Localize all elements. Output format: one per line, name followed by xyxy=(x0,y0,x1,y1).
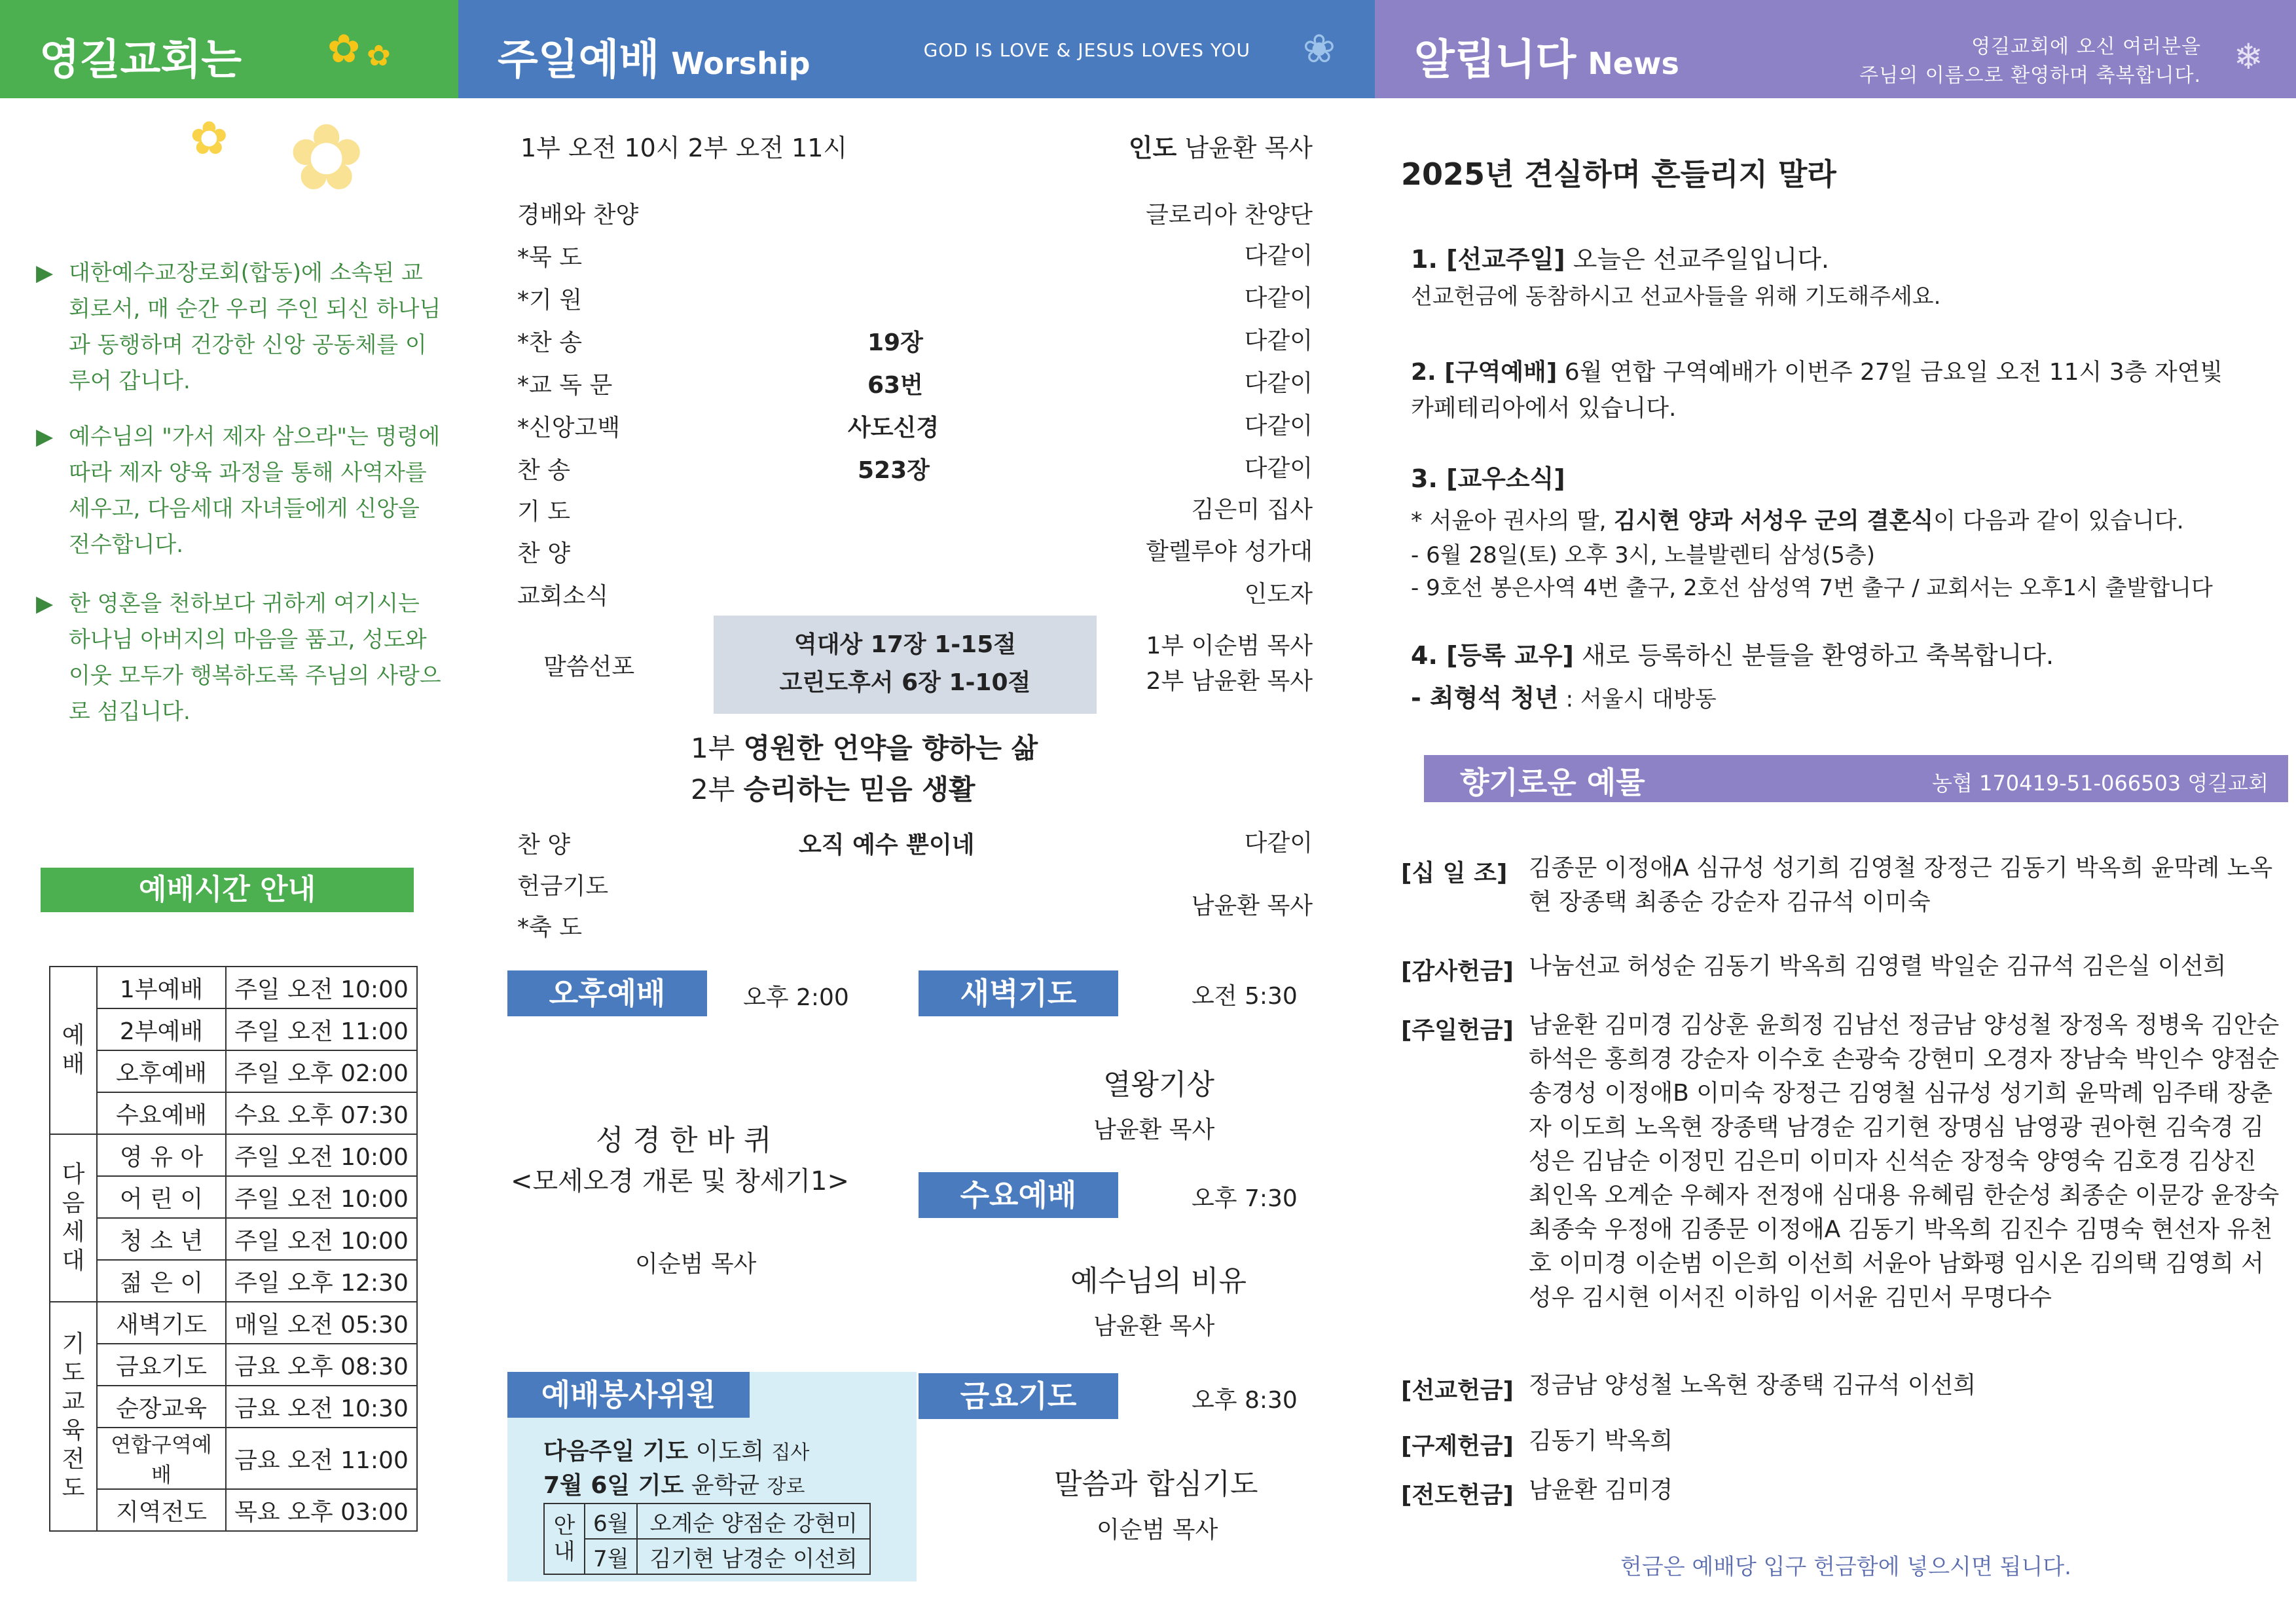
order-right: 다같이 xyxy=(1244,413,1313,439)
intro-bullet: ▶ 한 영혼을 천하보다 귀하게 여기시는 하나님 아버지의 마음을 품고, 성도와 이웃 모두가 행복하도록 주님의 사랑으로 섬깁니다. xyxy=(36,591,441,725)
service-committee-label: 예배봉사위원 xyxy=(507,1372,750,1418)
order-item: 헌금기도 xyxy=(517,873,609,900)
table-row xyxy=(50,967,417,1008)
table-cell: 주일 오후 12:30 xyxy=(226,1260,417,1302)
notice-4-detail: - 최형석 청년 : 서울시 대방동 xyxy=(1411,684,1717,712)
order-item: 기 도 xyxy=(517,498,570,525)
order-right: 글로리아 찬양단 xyxy=(1146,202,1313,229)
offering-label: [구제헌금] xyxy=(1401,1433,1514,1460)
sermon-title: 2부 승리하는 믿음 생활 xyxy=(691,773,975,805)
order-item: *신앙고백 xyxy=(517,415,621,441)
table-cell: 젊 은 이 xyxy=(97,1260,226,1302)
table-row xyxy=(50,1134,417,1176)
table-cell: 영 유 아 xyxy=(97,1134,226,1176)
news-column xyxy=(1375,98,2296,1624)
order-mid: 523장 xyxy=(858,457,930,484)
flower-decoration-icon: ✿ xyxy=(190,111,228,165)
sermon-label: 말씀선포 xyxy=(543,654,635,680)
scripture-box xyxy=(714,616,1097,714)
table-cell: 주일 오전 11:00 xyxy=(226,1008,417,1050)
table-row xyxy=(50,1260,417,1302)
order-item: 경배와 찬양 xyxy=(517,202,639,229)
order-right: 할렐루야 성가대 xyxy=(1146,538,1313,565)
table-cell: 주일 오전 10:00 xyxy=(226,1176,417,1218)
table-cell: 오계순 양점순 강현미 xyxy=(637,1504,869,1539)
flower-decoration-icon: ✿ xyxy=(288,105,365,212)
wednesday-time: 오후 7:30 xyxy=(1192,1185,1298,1212)
offering-label: [선교헌금] xyxy=(1401,1377,1514,1404)
dawn-time: 오전 5:30 xyxy=(1192,983,1298,1010)
table-cell: 금요 오전 11:00 xyxy=(226,1428,417,1489)
table-cell: 순장교육 xyxy=(97,1386,226,1428)
order-item: 교회소식 xyxy=(517,583,609,610)
offering-title: 향기로운 예물 xyxy=(1460,765,1645,800)
order-right: 다같이 xyxy=(1244,242,1313,269)
friday-prayer-label: 금요기도 xyxy=(919,1373,1118,1419)
notice-3: 3. [교우소식] xyxy=(1411,464,1565,493)
notice-1-detail: 선교헌금에 동참하시고 선교사들을 위해 기도해주세요. xyxy=(1411,284,1941,310)
schedule-title: 예배시간 안내 xyxy=(41,868,414,912)
table-row xyxy=(50,1176,417,1218)
table-row xyxy=(50,1218,417,1260)
table-cell: 1부예배 xyxy=(97,967,226,1008)
header-church-intro xyxy=(0,0,458,98)
flower-icon: ✿ xyxy=(327,26,361,72)
church-intro-title: 영길교회는 xyxy=(39,36,242,84)
year-motto: 2025년 견실하며 흔들리지 말라 xyxy=(1401,157,1836,192)
notice-2-detail: 카페테리아에서 있습니다. xyxy=(1411,395,1677,422)
table-row xyxy=(50,1050,417,1092)
table-row xyxy=(50,1008,417,1050)
table-row xyxy=(544,1539,870,1574)
table-cell: 주일 오전 10:00 xyxy=(226,1134,417,1176)
sermon-title: 1부 영원한 언약을 향하는 삶 xyxy=(691,732,1038,764)
intro-bullet: ▶ 대한예수교장로회(합동)에 소속된 교회로서, 매 순간 우리 주인 되신 하나님과 동행하며 건강한 신앙 공동체를 이루어 갑니다. xyxy=(36,260,441,394)
table-cell: 오후예배 xyxy=(97,1050,226,1092)
notice-3-time: - 6월 28일(토) 오후 3시, 노블발렌티 삼성(5층) xyxy=(1411,542,1875,568)
notice-3-detail: * 서윤아 권사의 딸, 김시현 양과 서성우 군의 결혼식이 다음과 같이 있습니다. xyxy=(1411,508,2184,534)
preacher: 2부 남윤환 목사 xyxy=(1146,668,1313,695)
wednesday-worship-label: 수요예배 xyxy=(919,1172,1118,1218)
dawn-prayer-label: 새벽기도 xyxy=(919,970,1118,1016)
table-cell: 주일 오전 10:00 xyxy=(226,967,417,1008)
notice-2: 2. [구역예배] 6월 연합 구역예배가 이번주 27일 금요일 오전 11시 3층 자연빛 xyxy=(1411,359,2223,386)
wednesday-title: 예수님의 비유 xyxy=(1070,1264,1247,1298)
snowflake-icon: ❄ xyxy=(2233,36,2263,77)
offering-names: 남윤환 김미경 김상훈 윤희정 김남선 정금남 양성철 장정옥 정병욱 김안순 하석은 홍희경 강순자 이수호 손광숙 강현미 오경자 장남숙 박인수 양점순 송경성 이정애B 이미숙 장정근 김영철 심규성 성기희 윤막례 임주태 장춘자 이도희 노옥현 장종택 남경순 김기현 장명심 남영광 권아현 김숙경 김성은 김남순 이정민 김은미 이미자 신석순 장정숙 양영숙 김호경 김상진 최인옥 오계순 우혜자 전정애 심대용 유혜림 한순성 최종순 이문강 윤장숙 최종숙 우정애 김종문 이정애A 김동기 박옥희 김진수 김명숙 현선자 유천호 이미경 이순범 이은희 이선희 서윤아 남화평 임시온 김의택 김영희 서성우 김시현 이서진 이하임 이서윤 김민서 무명다수 xyxy=(1529,1012,2280,1311)
table-cell: 2부예배 xyxy=(97,1008,226,1050)
next-prayer: 다음주일 기도 이도희 집사 xyxy=(543,1438,810,1465)
usher-label: 안내 xyxy=(544,1504,585,1574)
table-cell: 금요 오전 10:30 xyxy=(226,1386,417,1428)
table-row xyxy=(50,1386,417,1428)
order-item: *축 도 xyxy=(517,914,582,941)
offering-footnote: 헌금은 예배당 입구 헌금함에 넣으시면 됩니다. xyxy=(1620,1554,2071,1580)
flower-icon: ✿ xyxy=(367,39,391,73)
order-item: *교 독 문 xyxy=(517,372,613,399)
news-title: 알립니다 News xyxy=(1414,36,1679,84)
table-cell: 수요예배 xyxy=(97,1092,226,1134)
service-committee-box xyxy=(507,1372,917,1581)
table-cell: 수요 오후 07:30 xyxy=(226,1092,417,1134)
table-cell: 7월 xyxy=(585,1539,637,1574)
afternoon-subtitle: <모세오경 개론 및 창세기1> xyxy=(511,1166,850,1196)
order-item: 찬 양 xyxy=(517,540,570,567)
table-cell: 새벽기도 xyxy=(97,1302,226,1344)
bank-account: 농협 170419-51-066503 영길교회 xyxy=(1932,771,2269,796)
table-cell: 주일 오전 10:00 xyxy=(226,1218,417,1260)
table-row xyxy=(50,1428,417,1489)
order-item: *묵 도 xyxy=(517,244,582,271)
order-right: 다같이 xyxy=(1244,455,1313,482)
afternoon-worship-label: 오후예배 xyxy=(507,970,707,1016)
table-row xyxy=(50,1489,417,1531)
offering-names: 김종문 이정애A 심규성 성기희 김영철 장정근 김동기 박옥희 윤막례 노옥현 장종택 최종순 강순자 김규석 이미숙 xyxy=(1529,855,2273,915)
table-cell: 금요 오후 08:30 xyxy=(226,1344,417,1386)
table-cell: 금요기도 xyxy=(97,1344,226,1386)
blue-flower-icon: ❀ xyxy=(1302,26,1336,72)
offering-label: [감사헌금] xyxy=(1401,958,1514,985)
order-item: *찬 송 xyxy=(517,329,582,356)
offering-label: [십 일 조] xyxy=(1401,860,1508,887)
offering-label: [주일헌금] xyxy=(1401,1017,1514,1044)
welcome-message: 영길교회에 오신 여러분을 주님의 이름으로 환영하며 축복합니다. xyxy=(1859,35,2201,87)
friday-title: 말씀과 합심기도 xyxy=(1054,1467,1258,1501)
order-item: 찬 양 xyxy=(517,832,570,858)
table-cell: 김기현 남경순 이선희 xyxy=(637,1539,869,1574)
group-label: 다음세대 xyxy=(50,1134,97,1302)
worship-leader: 인도 남윤환 목사 xyxy=(1128,134,1313,162)
offering-names: 김동기 박옥희 xyxy=(1529,1428,1673,1454)
scripture-line: 역대상 17장 1-15절 xyxy=(793,631,1017,658)
group-label: 예배 xyxy=(50,967,97,1134)
notice-1: 1. [선교주일] 오늘은 선교주일입니다. xyxy=(1411,245,1830,274)
notice-3-directions: - 9호선 봉은사역 4번 출구, 2호선 삼성역 7번 출구 / 교회서는 오후1시 출발합니다 xyxy=(1411,575,2213,601)
service-times: 1부 오전 10시 2부 오전 11시 xyxy=(520,134,848,162)
afternoon-time: 오후 2:00 xyxy=(743,984,849,1011)
offering-names: 정금남 양성철 노옥현 장종택 김규석 이선희 xyxy=(1529,1372,1977,1399)
order-right: 다같이 xyxy=(1244,327,1313,354)
july-prayer: 7월 6일 기도 윤학균 장로 xyxy=(543,1472,805,1499)
offering-label: [전도헌금] xyxy=(1401,1482,1514,1509)
order-right: 다같이 xyxy=(1244,830,1313,857)
worship-title: 주일예배 Worship xyxy=(498,36,811,84)
afternoon-speaker: 이순범 목사 xyxy=(635,1251,757,1278)
table-cell: 6월 xyxy=(585,1504,637,1539)
table-cell: 목요 오후 03:00 xyxy=(226,1489,417,1531)
scripture-line: 고린도후서 6장 1-10절 xyxy=(779,669,1031,696)
friday-speaker: 이순범 목사 xyxy=(1097,1517,1218,1543)
worship-motto: GOD IS LOVE & JESUS LOVES YOU xyxy=(923,39,1250,61)
table-cell: 청 소 년 xyxy=(97,1218,226,1260)
schedule-table xyxy=(49,966,418,1532)
offering-header xyxy=(1424,755,2288,802)
order-mid: 19장 xyxy=(867,329,923,356)
order-right: 다같이 xyxy=(1244,370,1313,397)
friday-time: 오후 8:30 xyxy=(1192,1387,1298,1414)
preacher: 1부 이순범 목사 xyxy=(1146,633,1313,659)
order-mid: 사도신경 xyxy=(848,415,939,441)
header-worship xyxy=(458,0,1375,98)
dawn-speaker: 남윤환 목사 xyxy=(1093,1116,1215,1143)
header-news xyxy=(1375,0,2296,98)
order-right: 남윤환 목사 xyxy=(1191,893,1313,919)
table-cell: 주일 오후 02:00 xyxy=(226,1050,417,1092)
table-row xyxy=(544,1504,870,1539)
offering-names: 남윤환 김미경 xyxy=(1529,1477,1673,1504)
wednesday-speaker: 남윤환 목사 xyxy=(1093,1313,1215,1340)
table-row xyxy=(50,1344,417,1386)
group-label: 기도교육전도 xyxy=(50,1302,97,1531)
notice-4: 4. [등록 교우] 새로 등록하신 분들을 환영하고 축복합니다. xyxy=(1411,641,2054,670)
table-cell: 매일 오전 05:30 xyxy=(226,1302,417,1344)
table-row xyxy=(50,1302,417,1344)
table-cell: 어 린 이 xyxy=(97,1176,226,1218)
order-right: 인도자 xyxy=(1244,581,1313,608)
dawn-title: 열왕기상 xyxy=(1103,1068,1215,1101)
order-right: 다같이 xyxy=(1244,285,1313,312)
afternoon-title: 성 경 한 바 퀴 xyxy=(596,1124,772,1157)
table-row xyxy=(50,1092,417,1134)
order-item: 찬 송 xyxy=(517,457,570,484)
order-item: *기 원 xyxy=(517,287,582,314)
table-cell: 연합구역예배 xyxy=(97,1428,226,1489)
table-cell: 지역전도 xyxy=(97,1489,226,1531)
intro-bullet: ▶ 예수님의 "가서 제자 삼으라"는 명령에 따라 제자 양육 과정을 통해 사역자를 세우고, 다음세대 자녀들에게 신앙을 전수합니다. xyxy=(36,424,441,558)
offering-names: 나눔선교 허성순 김동기 박옥희 김영렬 박일순 김규석 김은실 이선희 xyxy=(1529,953,2227,980)
order-right: 김은미 집사 xyxy=(1191,496,1313,523)
order-mid: 63번 xyxy=(867,372,923,399)
usher-table xyxy=(543,1503,871,1575)
order-mid: 오직 예수 뿐이네 xyxy=(799,832,975,858)
